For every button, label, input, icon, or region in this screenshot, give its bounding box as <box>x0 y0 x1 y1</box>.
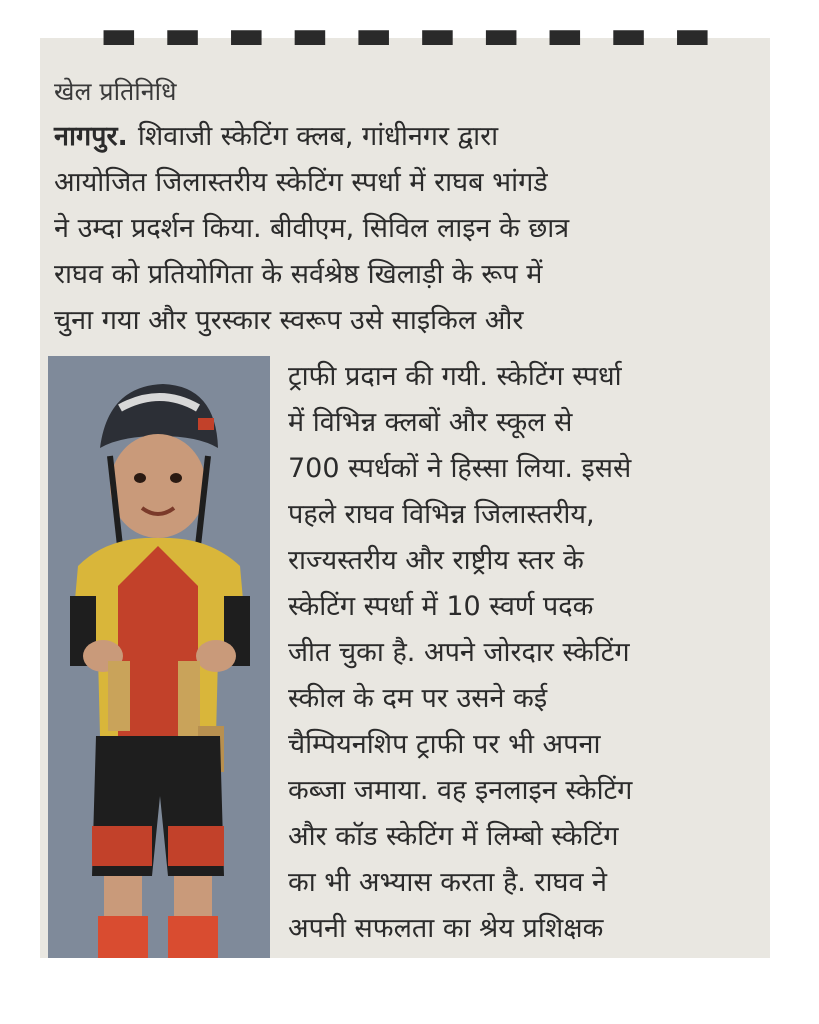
article-line-17 <box>288 862 744 900</box>
article-line-16 <box>288 816 744 854</box>
article-line-text: और कॉड स्केटिंग में लिम्बो स्केटिंग <box>288 821 619 852</box>
article-line-8 <box>288 448 744 486</box>
newspaper-clipping <box>40 12 770 958</box>
article-line-text: चैम्पियनशिप ट्राफी पर भी अपना <box>288 729 601 760</box>
article-line-6 <box>288 356 744 394</box>
article-line-11 <box>288 586 744 624</box>
article-line-text: जीत चुका है. अपने जोरदार स्केटिंग <box>288 637 630 668</box>
dateline: नागपुर. <box>54 121 128 152</box>
article-line-text: चुना गया और पुरस्कार स्वरूप उसे साइकिल और <box>54 305 524 336</box>
article-line-text: पहले राघव विभिन्न जिलास्तरीय, <box>288 499 595 530</box>
article-line-text: कब्जा जमाया. वह इनलाइन स्केटिंग <box>288 775 633 806</box>
skater-illustration <box>48 356 270 958</box>
article-line-text: स्कील के दम पर उसने कई <box>288 683 548 714</box>
article-line-1 <box>54 116 744 154</box>
article-line-9 <box>288 494 744 532</box>
article-line-7 <box>288 402 744 440</box>
article-line-4 <box>54 254 744 292</box>
article-line-text: में विभिन्न क्लबों और स्कूल से <box>288 407 573 438</box>
article-line-10 <box>288 540 744 578</box>
article-line-text: ट्राफी प्रदान की गयी. स्केटिंग स्पर्धा <box>288 361 622 392</box>
article-line-text: शिवाजी स्केटिंग क्लब, गांधीनगर द्वारा <box>137 121 499 152</box>
article-line-14 <box>288 724 744 762</box>
article-line-5 <box>54 300 744 338</box>
article-line-13 <box>288 678 744 716</box>
article-line-text: 700 स्पर्धकों ने हिस्सा लिया. इससे <box>288 453 632 484</box>
skater-photo <box>48 356 270 958</box>
article-line-text: ने उम्दा प्रदर्शन किया. बीवीएम, सिविल लाइन के छात्र <box>54 213 570 244</box>
article-line-text: राघव को प्रतियोगिता के सर्वश्रेष्ठ खिलाड़ी के रूप में <box>54 259 543 290</box>
article-line-text: आयोजित जिलास्तरीय स्केटिंग स्पर्धा में राघब भांगडे <box>54 167 548 198</box>
article-line-text: का भी अभ्यास करता है. राघव ने <box>288 867 608 898</box>
article-line-18 <box>288 908 744 946</box>
article-line-text: राज्यस्तरीय और राष्ट्रीय स्तर के <box>288 545 584 576</box>
article-line-3 <box>54 208 744 246</box>
article-line-12 <box>288 632 744 670</box>
byline: खेल प्रतिनिधि <box>54 77 177 106</box>
cut-off-headline: ▬ ▬ ▬ ▬ ▬ ▬ ▬ ▬ ▬ ▬ <box>100 12 718 58</box>
article-line-2 <box>54 162 744 200</box>
article-line-15 <box>288 770 744 808</box>
article-line-text: अपनी सफलता का श्रेय प्रशिक्षक <box>288 913 604 944</box>
article-line-text: स्केटिंग स्पर्धा में 10 स्वर्ण पदक <box>288 591 594 622</box>
